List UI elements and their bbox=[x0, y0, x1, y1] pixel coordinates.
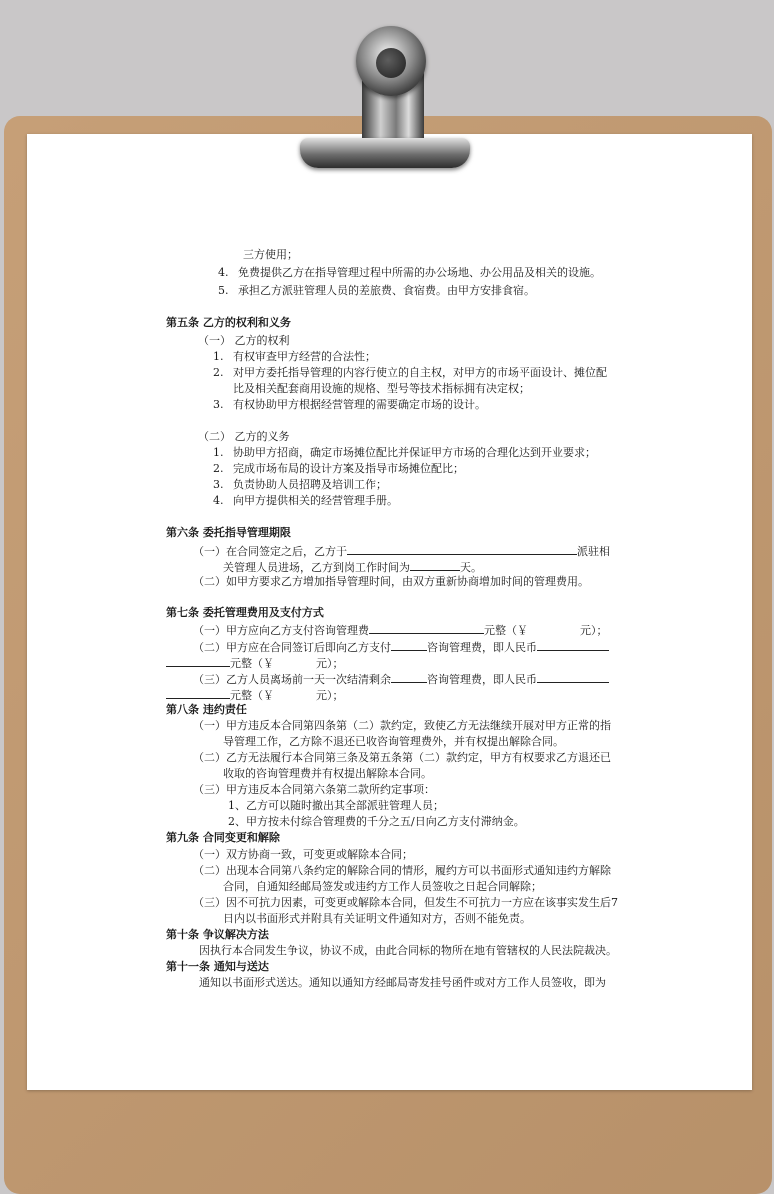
section-heading: 第八条 违约责任 bbox=[166, 703, 247, 716]
section-heading: 第七条 委托管理费用及支付方式 bbox=[166, 606, 324, 619]
text-line: 比及相关配套商用设施的规格、型号等技术指标拥有决定权； bbox=[233, 382, 530, 395]
text-line: 元整（￥ 元）； bbox=[166, 687, 344, 703]
list-item: 2. 对甲方委托指导管理的内容行使立的自主权，对甲方的市场平面设计、摊位配 bbox=[213, 366, 607, 379]
section-heading: 第五条 乙方的权利和义务 bbox=[166, 316, 291, 329]
text-line: 通知以书面形式送达。通知以通知方经邮局寄发挂号函件或对方工作人员签收，即为 bbox=[199, 976, 606, 989]
text-line: （一）甲方应向乙方支付咨询管理费 元整（￥ 元）； bbox=[193, 624, 608, 637]
list-item: 4. 向甲方提供相关的经营管理手册。 bbox=[213, 494, 398, 507]
section-heading: 第九条 合同变更和解除 bbox=[166, 831, 280, 844]
text-line: 关管理人员进场，乙方到岗工作时间为 天。 bbox=[223, 561, 482, 574]
list-item: 1. 协助甲方招商，确定市场摊位配比并保证甲方市场的合理化达到开业要求； bbox=[213, 446, 596, 459]
section-heading: 第十条 争议解决方法 bbox=[166, 928, 269, 941]
text-line: 元整（￥ 元）； bbox=[166, 655, 344, 671]
section-heading: 第六条 委托指导管理期限 bbox=[166, 526, 291, 539]
text-line: （一）双方协商一致，可变更或解除本合同； bbox=[193, 848, 413, 861]
text-line: 合同，自通知经邮局签发或违约方工作人员签收之日起合同解除； bbox=[223, 880, 542, 893]
text-line: （二）甲方应在合同签订后即向乙方支付 咨询管理费，即人民币 bbox=[193, 639, 609, 655]
list-item: 3. 有权协助甲方根据经营管理的需要确定市场的设计。 bbox=[213, 398, 486, 411]
text-line: （三）甲方违反本合同第六条第二款所约定事项： bbox=[193, 783, 435, 796]
text-line: （三）因不可抗力因素，可变更或解除本合同，但发生不可抗力一方应在该事实发生后7 bbox=[193, 896, 618, 909]
list-item: 5. 承担乙方派驻管理人员的差旅费、食宿费。由甲方安排食宿。 bbox=[218, 284, 535, 297]
text-line: （一）在合同签定之后，乙方于 派驻相 bbox=[193, 545, 610, 558]
section-heading: 第十一条 通知与送达 bbox=[166, 960, 269, 973]
text-line: （二）出现本合同第八条约定的解除合同的情形，履约方可以书面形式通知违约方解除 bbox=[193, 864, 611, 877]
list-item: 4. 免费提供乙方在指导管理过程中所需的办公场地、办公用品及相关的设施。 bbox=[218, 266, 601, 279]
text-line: （三）乙方人员离场前一天一次结清剩余 咨询管理费，即人民币 bbox=[193, 671, 609, 687]
list-item: 1. 有权审查甲方经营的合法性； bbox=[213, 350, 376, 363]
list-item: 2. 完成市场布局的设计方案及指导市场摊位配比； bbox=[213, 462, 464, 475]
list-item: 3. 负责协助人员招聘及培训工作； bbox=[213, 478, 387, 491]
text-line: （二）如甲方要求乙方增加指导管理时间，由双方重新协商增加时间的管理费用。 bbox=[193, 575, 589, 588]
text-line: 三方使用； bbox=[243, 248, 298, 261]
text-line: 导管理工作，乙方除不退还已收咨询管理费外，并有权提出解除合同。 bbox=[223, 735, 564, 748]
subheading: （一） 乙方的权利 bbox=[198, 334, 290, 347]
list-item: 1、乙方可以随时撤出其全部派驻管理人员； bbox=[228, 799, 444, 812]
text-line: 因执行本合同发生争议，协议不成，由此合同标的物所在地有管辖权的人民法院裁决。 bbox=[199, 944, 617, 957]
subheading: （二） 乙方的义务 bbox=[198, 430, 290, 443]
list-item: 2、甲方按未付综合管理费的千分之五/日向乙方支付滞纳金。 bbox=[228, 815, 525, 828]
text-line: 收取的咨询管理费并有权提出解除本合同。 bbox=[223, 767, 432, 780]
text-line: 日内以书面形式并附具有关证明文件通知对方，否则不能免责。 bbox=[223, 912, 531, 925]
text-line: （一）甲方违反本合同第四条第（二）款约定，致使乙方无法继续开展对甲方正常的指 bbox=[193, 719, 611, 732]
text-line: （二）乙方无法履行本合同第三条及第五条第（二）款约定，甲方有权要求乙方退还已 bbox=[193, 751, 611, 764]
